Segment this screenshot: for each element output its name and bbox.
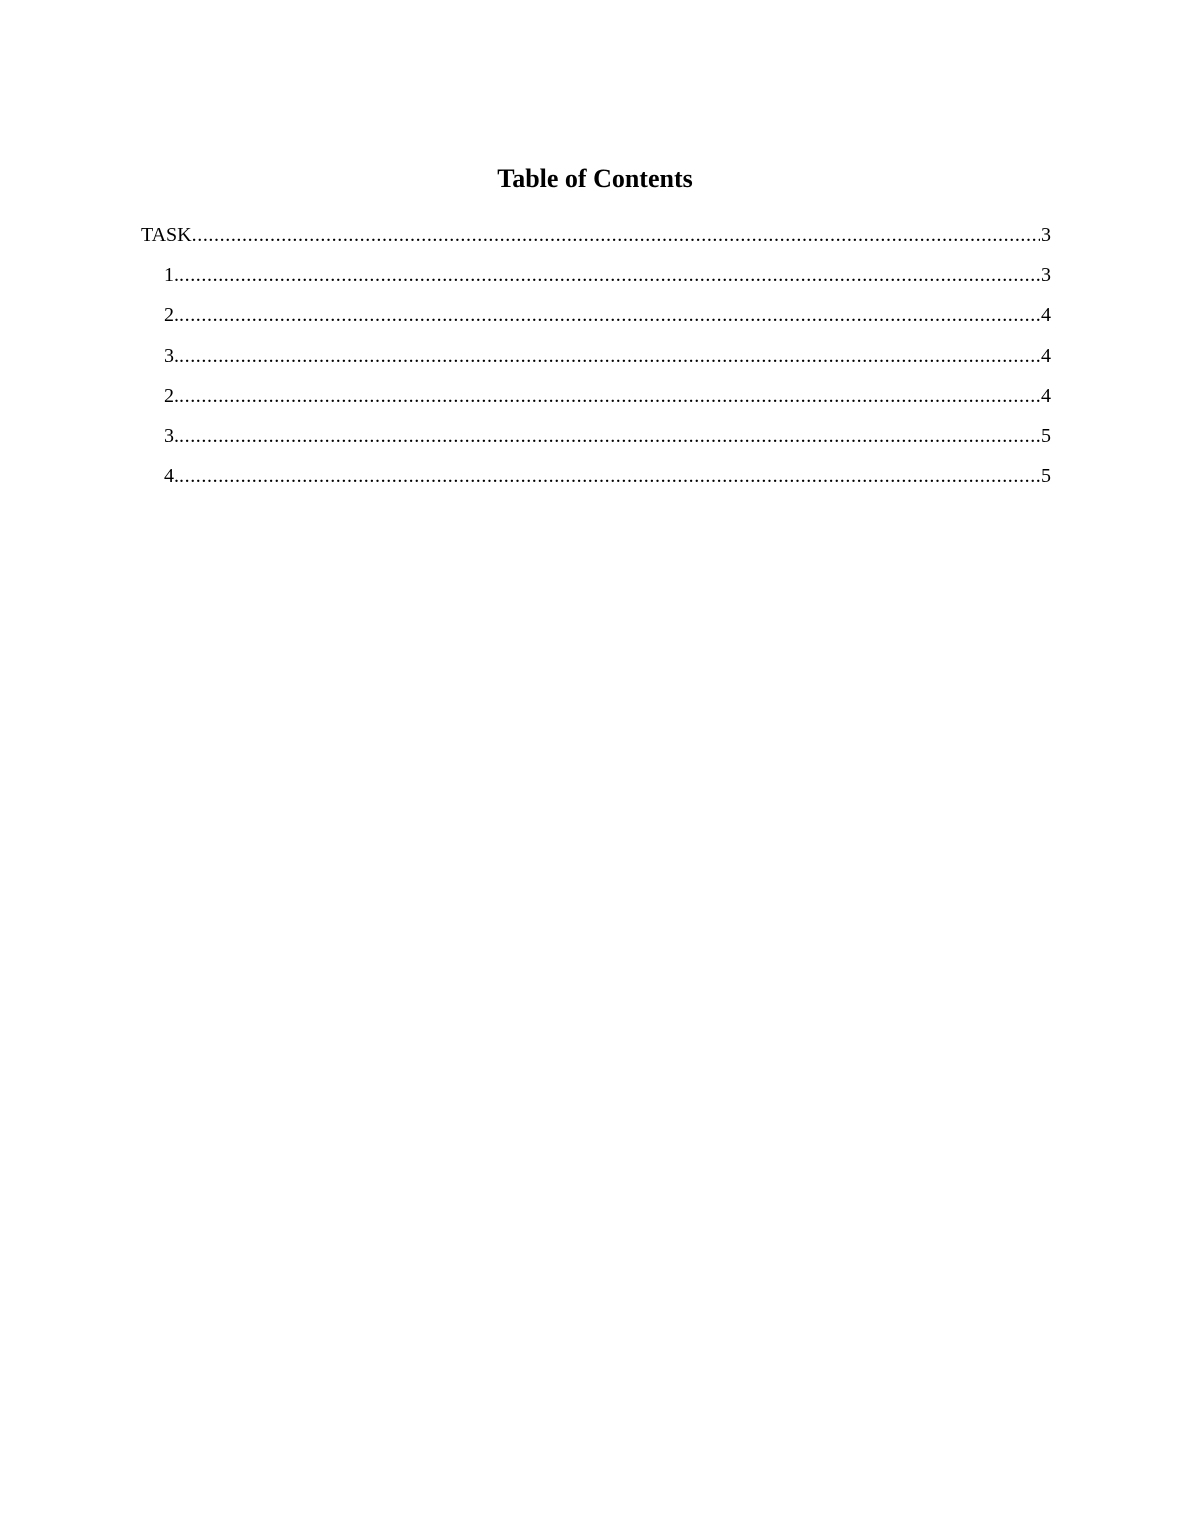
toc-dot-leader <box>179 260 1040 290</box>
toc-entry-label: 3. <box>164 344 179 367</box>
toc-dot-leader <box>179 341 1040 371</box>
toc-entry-1[interactable] <box>141 260 1051 300</box>
toc-entry-4[interactable] <box>141 461 1051 501</box>
toc-entry-page: 4 <box>1041 304 1051 327</box>
toc-title: Table of Contents <box>497 164 693 193</box>
toc-entry-3b[interactable] <box>141 421 1051 461</box>
toc-entry-page: 5 <box>1041 424 1051 447</box>
toc-entry-page: 4 <box>1041 344 1051 367</box>
toc-dot-leader <box>179 300 1040 330</box>
toc-dot-leader <box>179 381 1040 411</box>
toc-entry-label: 2. <box>164 384 179 407</box>
toc-entry-label: 4. <box>164 465 179 488</box>
toc-entry-3[interactable] <box>141 341 1051 381</box>
toc-entry-2b[interactable] <box>141 381 1051 421</box>
toc-entry-page: 3 <box>1041 264 1051 287</box>
toc-entry-2[interactable] <box>141 300 1051 340</box>
toc-entry-task[interactable] <box>141 220 1051 260</box>
toc-entry-label: 1. <box>164 264 179 287</box>
toc-entry-page: 4 <box>1041 384 1051 407</box>
toc-dot-leader <box>179 421 1040 451</box>
toc-list <box>141 220 1051 501</box>
toc-dot-leader <box>192 220 1040 250</box>
toc-entry-page: 3 <box>1041 224 1051 246</box>
toc-entry-label: 3. <box>164 424 179 447</box>
toc-entry-label: 2. <box>164 304 179 327</box>
toc-entry-page: 5 <box>1041 465 1051 488</box>
toc-dot-leader <box>179 461 1040 491</box>
toc-entry-label: TASK <box>141 224 192 246</box>
